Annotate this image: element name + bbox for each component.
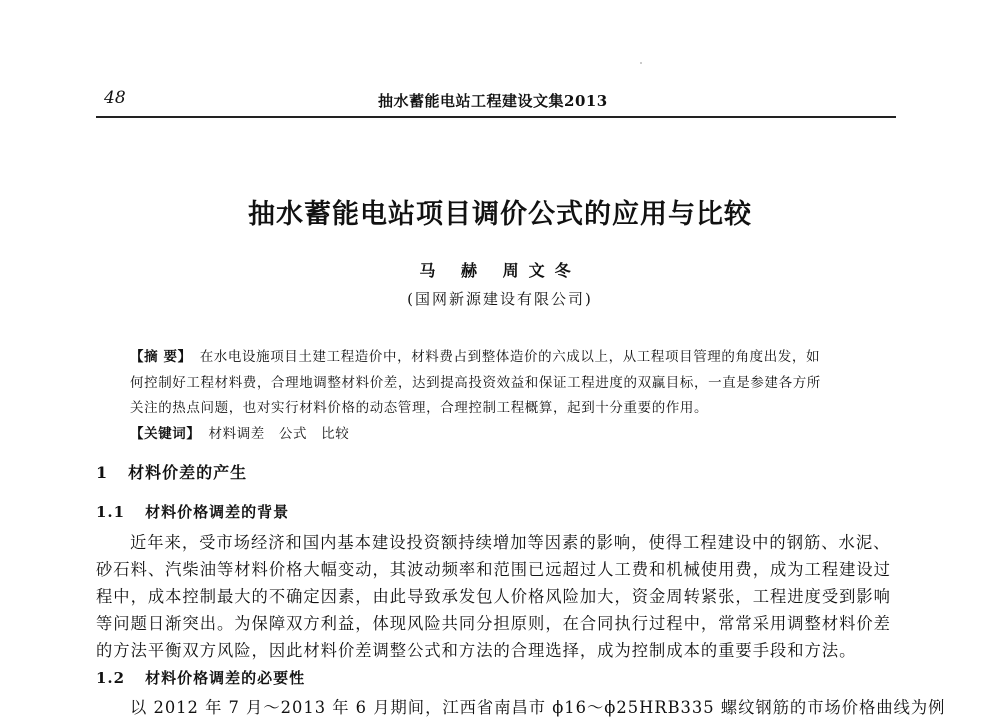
keywords-label: 【关键词】 (130, 426, 201, 442)
body-line: 等问题日渐突出。为保障双方利益，体现风险共同分担原则，在合同执行过程中，常常采用调整材料价差 (96, 614, 891, 633)
body-line: 的方法平衡双方风险，因此材料价差调整公式和方法的合理选择，成为控制成本的重要手段和方法。 (96, 641, 857, 660)
paper-affiliation: (国网新源建设有限公司) (407, 290, 593, 308)
body-line: 近年来，受市场经济和国内基本建设投资额持续增加等因素的影响，使得工程建设中的钢筋、水泥、 (130, 533, 891, 552)
scan-speck (640, 62, 642, 64)
body-line: 砂石料、汽柴油等材料价格大幅变动，其波动频率和范围已远超过人工费和机械使用费，成为工程建设过 (96, 560, 891, 579)
keyword: 公式 (278, 426, 308, 442)
subsection-number: 1.2 (96, 669, 126, 687)
abstract-line: 何控制好工程材料费，合理地调整材料价差，达到提高投资效益和保证工程进度的双赢目标，一直是参建各方所 (130, 375, 821, 391)
keyword: 比较 (321, 426, 350, 442)
paper-title: 抽水蓄能电站项目调价公式的应用与比较 (248, 199, 752, 230)
subsection-title: 材料价格调差的背景 (145, 503, 290, 521)
body-line: 程中，成本控制最大的不确定因素，由此导致承发包人价格风险加大，资金周转紧张，工程进度受到影响 (96, 587, 891, 606)
running-title: 抽水蓄能电站工程建设文集2013 (378, 92, 608, 110)
section-number: 1 (96, 463, 109, 482)
subsection-title: 材料价格调差的必要性 (145, 669, 306, 687)
keywords-line (130, 422, 363, 442)
page-number: 48 (104, 88, 126, 108)
body-line: 以 2012 年 7 月～2013 年 6 月期间，江西省南昌市 ϕ16～ϕ25HRB335 螺纹钢筋的市场价格曲线为例 (130, 698, 946, 717)
keyword: 材料调差 (208, 426, 265, 442)
abstract-label: 【摘 要】 (130, 349, 192, 365)
subsection-heading (96, 501, 289, 522)
section-heading (96, 460, 247, 483)
abstract-line: 关注的热点问题，也对实行材料价格的动态管理，合理控制工程概算，起到十分重要的作用。 (130, 400, 709, 416)
section-title: 材料价差的产生 (128, 463, 248, 482)
subsection-heading (96, 667, 305, 688)
subsection-number: 1.1 (96, 503, 126, 521)
abstract-line (130, 345, 820, 365)
header-rule (96, 116, 896, 118)
paper-authors: 马 赫 周文冬 (419, 261, 581, 280)
abstract-text: 在水电设施项目土建工程造价中，材料费占到整体造价的六成以上，从工程项目管理的角度出发，如 (199, 349, 821, 365)
